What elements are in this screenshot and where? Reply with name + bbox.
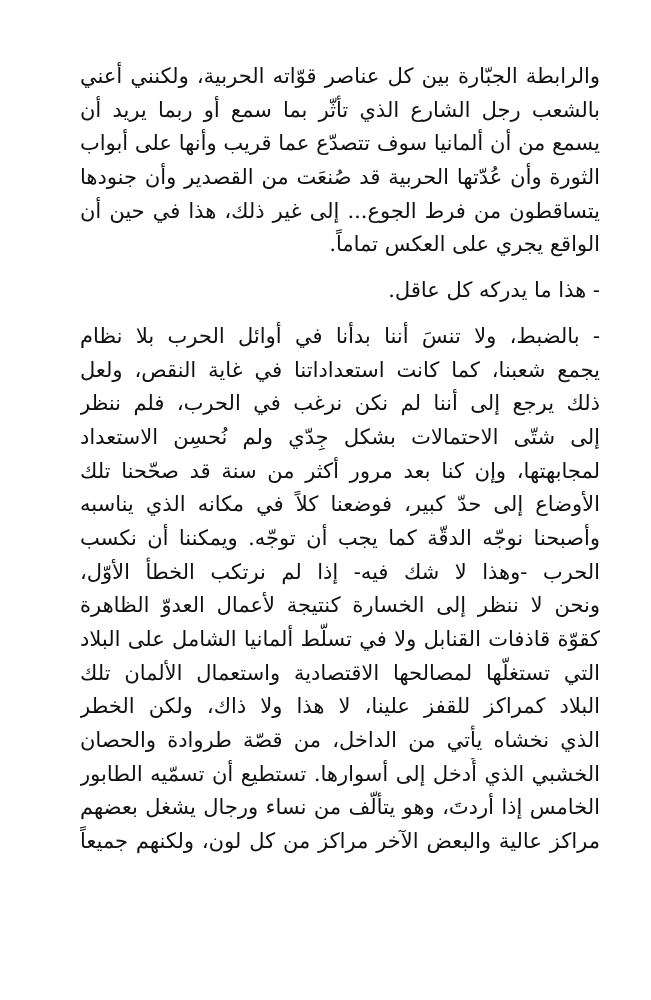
text-line: والرابطة الجبّارة بين كل عناصر قوّاته الحربية، ولكنني أعني bbox=[80, 64, 600, 88]
paragraph-spacer bbox=[80, 262, 600, 274]
text-line: يجمع شعبنا، كما كانت استعداداتنا في غاية النقص، ولعل bbox=[80, 357, 600, 382]
text-line: التي تستغلُّها لمصالحها الاقتصادية واستعمال الألمان تلك bbox=[80, 660, 600, 685]
paragraph-3 bbox=[80, 320, 600, 859]
text-line: الخشبي الذي أُدخل إلى أسوارها. تستطيع أن تسمّيه الطابور bbox=[80, 761, 600, 786]
text-line: الذي نخشاه يأتي من الداخل، من قصّة طروادة والحصان bbox=[80, 728, 600, 753]
text-line: بالشعب رجل الشارع الذي تأثّر بما سمع أو ربما يريد أن bbox=[80, 97, 600, 122]
paragraph-spacer bbox=[80, 308, 600, 320]
text-line: - بالضبط، ولا تنسَ أننا بدأنا في أوائل الحرب بلا نظام bbox=[80, 323, 600, 348]
text-line: يسمع من أن ألمانيا سوف تتصدّع عما قريب وأنها على أبواب bbox=[80, 131, 600, 156]
paragraph-1 bbox=[80, 60, 600, 262]
text-line: الخامس إذا أردتَ، وهو يتألّف من نساء ورجال يشغل بعضهم bbox=[80, 795, 600, 820]
text-line: - هذا ما يدركه كل عاقل. bbox=[388, 278, 600, 303]
text-line: مراكز عالية والبعض الآخر مراكز من كل لون، ولكنهم جميعاً bbox=[80, 829, 600, 854]
text-line: الأوضاع إلى حدّ كبير، فوضعنا كلاً في مكانه الذي يناسبه bbox=[80, 492, 600, 517]
text-line: البلاد كمراكز للقفز علينا، لا هذا ولا ذاك، ولكن الخطر bbox=[80, 694, 600, 719]
text-line: يتساقطون من فرط الجوع... إلى غير ذلك، هذا في حين أن bbox=[80, 198, 600, 223]
text-line: إلى شتّى الاحتمالات بشكل جِدّي ولم نُحسِن الاستعداد bbox=[80, 424, 600, 449]
text-line: ذلك يرجع إلى أننا لم نكن نرغب في الحرب، فلم ننظر bbox=[80, 391, 600, 416]
text-line: ونحن لا ننظر إلى الخسارة كنتيجة لأعمال العدوّ الظاهرة bbox=[80, 593, 600, 618]
paragraph-2 bbox=[80, 274, 600, 308]
text-line: الثورة وأن عُدّتها الحربية قد صُنعَت من القصدير وأن جنودها bbox=[80, 165, 600, 190]
text-line: لمجابهتها، وإن كنا بعد مرور أكثر من سنة قد صحّحنا تلك bbox=[80, 458, 600, 483]
text-line: وأصبحنا نوجّه الدقّة كما يجب أن توجّه. ويمكننا أن نكسب bbox=[80, 525, 600, 550]
text-line: كقوّة قاذفات القنابل ولا في تسلّط ألمانيا الشامل على البلاد bbox=[80, 627, 600, 651]
text-line: الواقع يجري على العكس تماماً. bbox=[329, 232, 600, 257]
text-line: الحرب -وهذا لا شك فيه- إذا لم نرتكب الخطأ الأوّل، bbox=[80, 559, 600, 584]
book-page bbox=[80, 60, 600, 859]
